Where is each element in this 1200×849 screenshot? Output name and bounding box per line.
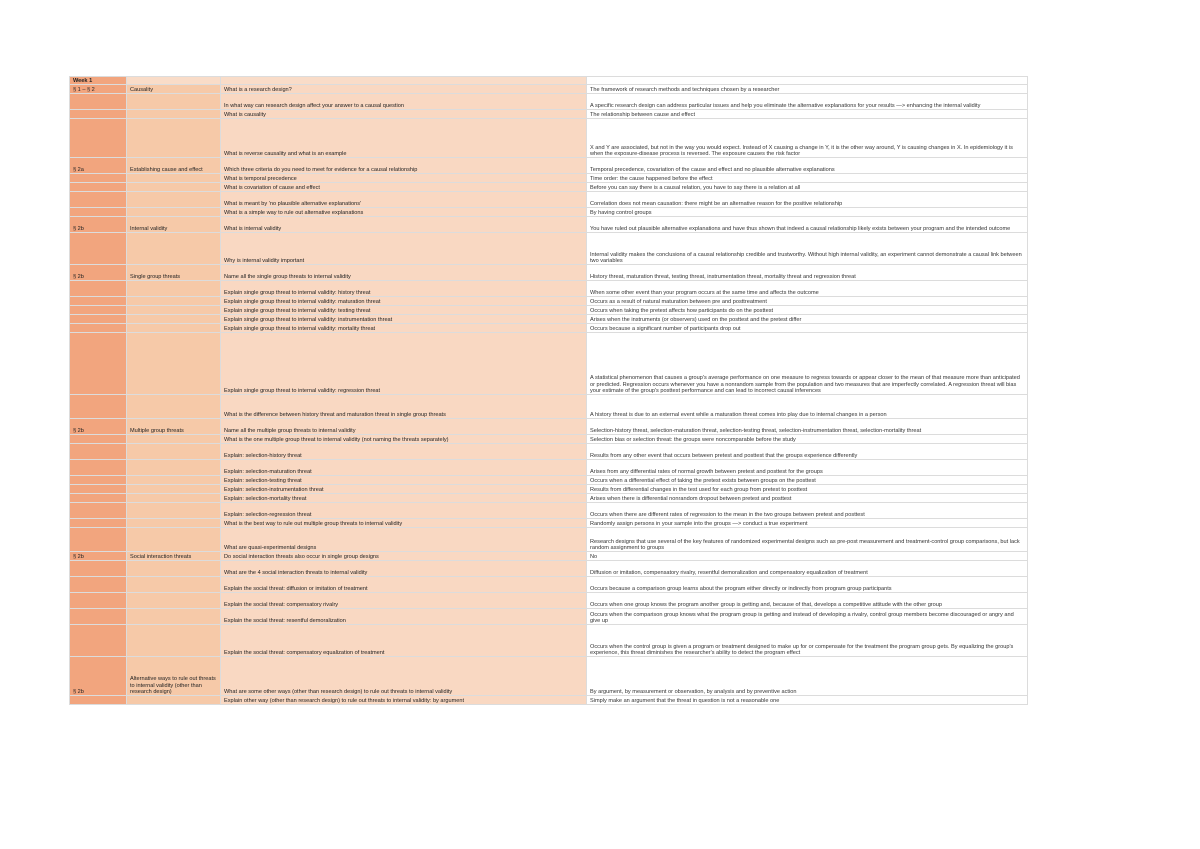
question-cell: Do social interaction threats also occur in single group designs [221, 552, 587, 561]
question-cell: Explain: selection-mortality threat [221, 494, 587, 503]
section-cell: § 2b [70, 265, 127, 281]
answer-cell: Occurs when the comparison group knows what the program group is getting and instead of developing a rivalry, control group members become discouraged or angry and give up [587, 609, 1028, 625]
section-cell: § 1 – § 2 [70, 85, 127, 94]
answer-cell: Arises when there is differential nonrandom dropout between pretest and posttest [587, 494, 1028, 503]
topic-cell [127, 460, 221, 476]
section-cell [70, 593, 127, 609]
topic-cell: Single group threats [127, 265, 221, 281]
question-cell: Explain single group threat to internal validity: maturation threat [221, 297, 587, 306]
header-cell [127, 77, 221, 85]
answer-cell: Arises from any differential rates of normal growth between pretest and posttest for the groups [587, 460, 1028, 476]
answer-cell: By argument, by measurement or observation, by analysis and by preventive action [587, 657, 1028, 696]
table-row [70, 519, 1028, 528]
question-cell: Explain single group threat to internal validity: regression threat [221, 333, 587, 395]
question-cell: Explain single group threat to internal validity: history threat [221, 281, 587, 297]
topic-cell: Social interaction threats [127, 552, 221, 561]
answer-cell: A specific research design can address particular issues and help you eliminate the alternative explanations for your results —> enhancing the internal validity [587, 94, 1028, 110]
answer-cell: Selection-history threat, selection-maturation threat, selection-testing threat, selection-instrumentation threat, selection-mortality threat [587, 419, 1028, 435]
section-cell [70, 696, 127, 705]
table-row [70, 444, 1028, 460]
table-row [70, 625, 1028, 657]
topic-cell [127, 183, 221, 192]
table-row [70, 552, 1028, 561]
section-cell [70, 174, 127, 183]
topic-cell [127, 233, 221, 265]
table-row [70, 577, 1028, 593]
answer-cell: Occurs because a significant number of participants drop out [587, 324, 1028, 333]
answer-cell: A history threat is due to an external event while a maturation threat comes into play due to internal changes in a person [587, 395, 1028, 419]
table-row [70, 494, 1028, 503]
answer-cell: A statistical phenomenon that causes a group's average performance on one measure to regress towards or appear closer to the mean of that measure more than anticipated or predicted. Regression occurs whenever you have a nonrandom sample from the population and two measures that are imperfectly correlated. A regression threat will bias your estimate of the group's posttest performance and can lead to incorrect causal inferences [587, 333, 1028, 395]
section-cell [70, 192, 127, 208]
question-cell: What is the one multiple group threat to internal validity (not naming the threats separately) [221, 435, 587, 444]
topic-cell: Internal validity [127, 217, 221, 233]
question-cell: What are quasi-experimental designs [221, 528, 587, 552]
question-cell: Explain: selection-history threat [221, 444, 587, 460]
answer-cell: Diffusion or imitation, compensatory rivalry, resentful demoralization and compensatory equalization of treatment [587, 561, 1028, 577]
section-cell [70, 435, 127, 444]
section-cell [70, 395, 127, 419]
answer-cell: You have ruled out plausible alternative explanations and have thus shown that indeed a causal relationship likely exists between your program and the intended outcome [587, 217, 1028, 233]
answer-cell: Arises when the instruments (or observers) used on the posttest and the pretest differ [587, 315, 1028, 324]
table-row [70, 297, 1028, 306]
topic-cell: Causality [127, 85, 221, 94]
topic-cell [127, 577, 221, 593]
topic-cell [127, 306, 221, 315]
answer-cell: Research designs that use several of the key features of randomized experimental designs such as pre-post measurement and treatment-control group comparisons, but lack random assignment to groups [587, 528, 1028, 552]
header-row [70, 77, 1028, 85]
question-cell: What is reverse causality and what is an example [221, 119, 587, 158]
question-cell: Name all the single group threats to internal validity [221, 265, 587, 281]
section-cell [70, 94, 127, 110]
section-cell [70, 324, 127, 333]
section-cell [70, 183, 127, 192]
table-row [70, 419, 1028, 435]
section-cell [70, 306, 127, 315]
table-row [70, 609, 1028, 625]
table-row [70, 85, 1028, 94]
table-row [70, 485, 1028, 494]
topic-cell [127, 333, 221, 395]
section-cell [70, 297, 127, 306]
answer-cell: Occurs as a result of natural maturation between pre and posttreatment [587, 297, 1028, 306]
question-cell: What are some other ways (other than research design) to rule out threats to internal validity [221, 657, 587, 696]
question-cell: What is internal validity [221, 217, 587, 233]
section-cell: § 2b [70, 419, 127, 435]
table-row [70, 94, 1028, 110]
question-cell: What is the difference between history threat and maturation threat in single group threats [221, 395, 587, 419]
answer-cell: Randomly assign persons in your sample into the groups —> conduct a true experiment [587, 519, 1028, 528]
topic-cell [127, 519, 221, 528]
table-row [70, 657, 1028, 696]
topic-cell [127, 174, 221, 183]
section-cell [70, 494, 127, 503]
topic-cell [127, 503, 221, 519]
table-row [70, 395, 1028, 419]
question-cell: Explain other way (other than research design) to rule out threats to internal validity: by argument [221, 696, 587, 705]
table-row [70, 503, 1028, 519]
section-cell [70, 233, 127, 265]
question-cell: What is a research design? [221, 85, 587, 94]
section-cell [70, 110, 127, 119]
answer-cell: Occurs when there are different rates of regression to the mean in the two groups between pretest and posttest [587, 503, 1028, 519]
topic-cell [127, 696, 221, 705]
spreadsheet [69, 76, 1028, 705]
question-cell: Name all the multiple group threats to internal validity [221, 419, 587, 435]
answer-cell: History threat, maturation threat, testing threat, instrumentation threat, mortality threat and regression threat [587, 265, 1028, 281]
question-cell: Explain single group threat to internal validity: mortality threat [221, 324, 587, 333]
question-cell: What is a simple way to rule out alternative explanations [221, 208, 587, 217]
answer-cell: Simply make an argument that the threat in question is not a reasonable one [587, 696, 1028, 705]
section-cell [70, 208, 127, 217]
question-cell: Why is internal validity important [221, 233, 587, 265]
question-cell: What are the 4 social interaction threats to internal validity [221, 561, 587, 577]
section-cell [70, 485, 127, 494]
answer-cell: No [587, 552, 1028, 561]
table-row [70, 561, 1028, 577]
answer-cell: By having control groups [587, 208, 1028, 217]
section-cell: § 2b [70, 657, 127, 696]
topic-cell [127, 528, 221, 552]
table-row [70, 217, 1028, 233]
question-cell: Explain: selection-regression threat [221, 503, 587, 519]
table-row [70, 324, 1028, 333]
table-row [70, 265, 1028, 281]
answer-cell: Occurs when a differential effect of taking the pretest exists between groups on the posttest [587, 476, 1028, 485]
question-cell: Explain: selection-testing threat [221, 476, 587, 485]
answer-cell: Correlation does not mean causation: there might be an alternative reason for the positive relationship [587, 192, 1028, 208]
question-cell: What is temporal precedence [221, 174, 587, 183]
answer-cell: Occurs when the control group is given a program or treatment designed to make up for or compensate for the treatment the program group gets. By equalizing the group's experience, this threat diminishes the researcher's ability to detect the program effect [587, 625, 1028, 657]
answer-cell: Internal validity makes the conclusions of a causal relationship credible and trustworthy. Without high internal validity, an experiment cannot demonstrate a causal link between two variables [587, 233, 1028, 265]
topic-cell [127, 208, 221, 217]
topic-cell [127, 476, 221, 485]
question-cell: What is meant by 'no plausible alternative explanations' [221, 192, 587, 208]
topic-cell [127, 444, 221, 460]
table-row [70, 281, 1028, 297]
header-cell [221, 77, 587, 85]
answer-cell: Temporal precedence, covariation of the cause and effect and no plausible alternative explanations [587, 158, 1028, 174]
table-row [70, 174, 1028, 183]
section-cell [70, 561, 127, 577]
answer-cell: Time order: the cause happened before the effect [587, 174, 1028, 183]
section-cell [70, 444, 127, 460]
section-cell: § 2b [70, 217, 127, 233]
answer-cell: Occurs because a comparison group learns about the program either directly or indirectly from program group participants [587, 577, 1028, 593]
section-cell [70, 609, 127, 625]
topic-cell [127, 609, 221, 625]
topic-cell [127, 281, 221, 297]
table-row [70, 333, 1028, 395]
spreadsheet-body [70, 77, 1028, 705]
answer-cell: Before you can say there is a causal relation, you have to say there is a relation at all [587, 183, 1028, 192]
topic-cell [127, 593, 221, 609]
section-cell [70, 460, 127, 476]
question-cell: Explain the social threat: diffusion or imitation of treatment [221, 577, 587, 593]
topic-cell [127, 324, 221, 333]
topic-cell [127, 94, 221, 110]
table-row [70, 696, 1028, 705]
topic-cell: Multiple group threats [127, 419, 221, 435]
topic-cell [127, 119, 221, 158]
answer-cell: X and Y are associated, but not in the way you would expect. Instead of X causing a change in Y, it is the other way around, Y is causing changes in X. In epidemiology it is when the exposure-disease process is reversed. The exposure causes the risk factor [587, 119, 1028, 158]
table-row [70, 306, 1028, 315]
question-cell: In what way can research design affect your answer to a causal question [221, 94, 587, 110]
topic-cell [127, 110, 221, 119]
topic-cell [127, 625, 221, 657]
topic-cell [127, 192, 221, 208]
question-cell: Which three criteria do you need to meet for evidence for a causal relationship [221, 158, 587, 174]
section-cell [70, 519, 127, 528]
table-row [70, 233, 1028, 265]
section-cell [70, 528, 127, 552]
answer-cell: Results from differential changes in the test used for each group from pretest to posttest [587, 485, 1028, 494]
answer-cell: Selection bias or selection threat: the groups were noncomparable before the study [587, 435, 1028, 444]
answer-cell: Results from any other event that occurs between pretest and posttest that the groups experience differently [587, 444, 1028, 460]
question-cell: Explain the social threat: compensatory equalization of treatment [221, 625, 587, 657]
question-cell: What is causality [221, 110, 587, 119]
section-cell [70, 281, 127, 297]
answer-cell: Occurs when taking the pretest affects how participants do on the posttest [587, 306, 1028, 315]
section-cell: § 2a [70, 158, 127, 174]
question-cell: What is covariation of cause and effect [221, 183, 587, 192]
header-cell [587, 77, 1028, 85]
section-cell [70, 503, 127, 519]
answer-cell: The relationship between cause and effect [587, 110, 1028, 119]
table-row [70, 593, 1028, 609]
table-row [70, 192, 1028, 208]
topic-cell [127, 315, 221, 324]
table-row [70, 119, 1028, 158]
question-cell: Explain single group threat to internal validity: testing threat [221, 306, 587, 315]
topic-cell [127, 435, 221, 444]
table-row [70, 110, 1028, 119]
question-cell: Explain: selection-instrumentation threat [221, 485, 587, 494]
section-cell [70, 119, 127, 158]
table-row [70, 435, 1028, 444]
question-cell: What is the best way to rule out multiple group threats to internal validity [221, 519, 587, 528]
topic-cell: Establishing cause and effect [127, 158, 221, 174]
section-cell [70, 315, 127, 324]
table-row [70, 208, 1028, 217]
topic-cell: Alternative ways to rule out threats to internal validity (other than research design) [127, 657, 221, 696]
topic-cell [127, 485, 221, 494]
topic-cell [127, 494, 221, 503]
section-cell: § 2b [70, 552, 127, 561]
section-cell [70, 625, 127, 657]
table-row [70, 183, 1028, 192]
section-cell [70, 476, 127, 485]
section-cell [70, 333, 127, 395]
question-cell: Explain the social threat: compensatory rivalry [221, 593, 587, 609]
answer-cell: The framework of research methods and techniques chosen by a researcher [587, 85, 1028, 94]
question-cell: Explain the social threat: resentful demoralization [221, 609, 587, 625]
table-row [70, 528, 1028, 552]
question-cell: Explain: selection-maturation threat [221, 460, 587, 476]
table-row [70, 460, 1028, 476]
table-row [70, 315, 1028, 324]
topic-cell [127, 561, 221, 577]
topic-cell [127, 395, 221, 419]
answer-cell: When some other event than your program occurs at the same time and affects the outcome [587, 281, 1028, 297]
table-row [70, 158, 1028, 174]
question-cell: Explain single group threat to internal validity: instrumentation threat [221, 315, 587, 324]
topic-cell [127, 297, 221, 306]
section-cell [70, 577, 127, 593]
table-row [70, 476, 1028, 485]
answer-cell: Occurs when one group knows the program another group is getting and, because of that, develops a competitive attitude with the other group [587, 593, 1028, 609]
week-label: Week 1 [70, 77, 127, 85]
